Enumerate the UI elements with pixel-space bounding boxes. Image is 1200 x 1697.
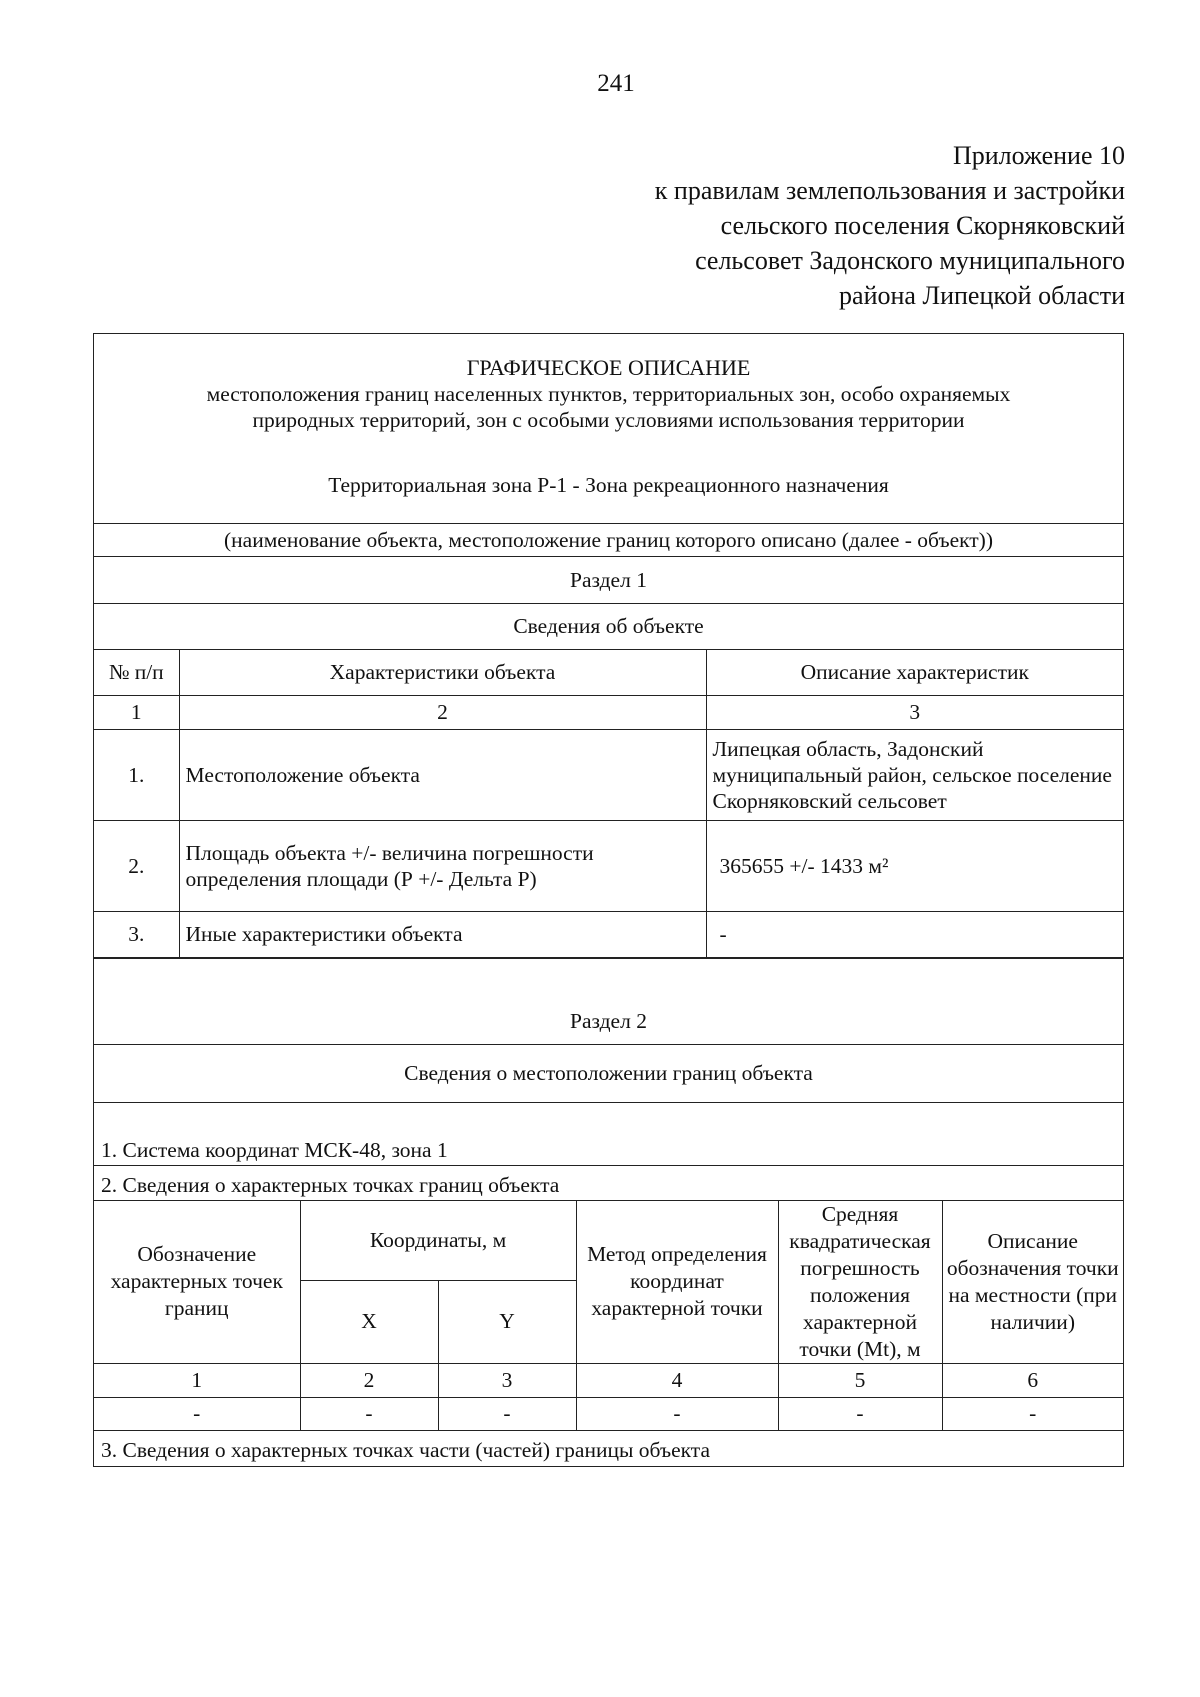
- column-header: Описание обозначения точки на местности (при наличии): [942, 1201, 1123, 1364]
- column-number: 1: [94, 695, 179, 729]
- section2-subtitle: Сведения о местоположении границ объекта: [94, 1045, 1123, 1103]
- column-number: 2: [300, 1363, 438, 1397]
- object-info-table: [94, 650, 1123, 958]
- row-number: 2.: [94, 820, 179, 911]
- table-cell: -: [300, 1397, 438, 1430]
- characteristic-name: Местоположение объекта: [179, 729, 706, 820]
- column-header: Описание характеристик: [706, 650, 1123, 695]
- parts-heading: 3. Сведения о характерных точках части (частей) границы объекта: [101, 1438, 710, 1462]
- column-number: 2: [179, 695, 706, 729]
- characteristic-name: Площадь объекта +/- величина погрешности определения площади (Р +/- Дельта Р): [179, 820, 706, 911]
- points-heading: 2. Сведения о характерных точках границ объекта: [94, 1166, 1123, 1201]
- points-table-wrap: [94, 1201, 1123, 1432]
- appendix-line: района Липецкой области: [839, 281, 1125, 310]
- table-cell: -: [942, 1397, 1123, 1430]
- section1-title: Раздел 1: [94, 557, 1123, 604]
- object-caption: (наименование объекта, местоположение границ которого описано (далее - объект)): [94, 524, 1123, 557]
- table-cell: -: [778, 1397, 942, 1430]
- column-header: Характеристики объекта: [179, 650, 706, 695]
- object-info-table-wrap: [94, 650, 1123, 959]
- column-number: 1: [94, 1363, 300, 1397]
- column-number: 5: [778, 1363, 942, 1397]
- appendix-header: [655, 138, 1125, 313]
- column-number-row: [94, 1363, 1123, 1397]
- column-number: 4: [576, 1363, 778, 1397]
- row-number: 3.: [94, 911, 179, 957]
- form-subtitle-line2: природных территорий, зон с особыми условиями использования территории: [252, 408, 965, 432]
- characteristic-value: Липецкая область, Задонский муниципальный район, сельское поселение Скорняковский сельсовет: [706, 729, 1123, 820]
- appendix-line: Приложение 10: [952, 141, 1125, 170]
- form-title: ГРАФИЧЕСКОЕ ОПИСАНИЕ: [466, 355, 751, 380]
- table-header-row: [94, 650, 1123, 695]
- section1-subtitle: Сведения об объекте: [94, 604, 1123, 650]
- coordinate-system: 1. Система координат МСК-48, зона 1: [94, 1103, 1123, 1166]
- column-header-x: X: [300, 1281, 438, 1363]
- table-cell: -: [94, 1397, 300, 1430]
- column-number: 3: [438, 1363, 576, 1397]
- section2-title: Раздел 2: [94, 959, 1123, 1045]
- column-number: 3: [706, 695, 1123, 729]
- column-header: № п/п: [94, 650, 179, 695]
- appendix-line: сельского поселения Скорняковский: [720, 211, 1125, 240]
- characteristic-name: Иные характеристики объекта: [179, 911, 706, 957]
- appendix-line: к правилам землепользования и застройки: [654, 176, 1125, 205]
- table-row: [94, 820, 1123, 911]
- column-header-y: Y: [438, 1281, 576, 1363]
- column-header: Координаты, м: [300, 1201, 576, 1281]
- description-form: [93, 333, 1124, 1467]
- points-table: [94, 1201, 1123, 1431]
- title-block: [94, 334, 1123, 524]
- table-header-row: [94, 1201, 1123, 1281]
- table-cell: -: [576, 1397, 778, 1430]
- table-row: [94, 729, 1123, 820]
- column-header: Обозначение характерных точек границ: [94, 1201, 300, 1364]
- table-cell: -: [438, 1397, 576, 1430]
- column-header: Метод определения координат характерной точки: [576, 1201, 778, 1364]
- characteristic-value: 365655 +/- 1433 м²: [706, 820, 1123, 911]
- column-number: 6: [942, 1363, 1123, 1397]
- table-row: [94, 911, 1123, 957]
- appendix-line: сельсовет Задонского муниципального: [695, 246, 1125, 275]
- zone-name: Территориальная зона Р-1 - Зона рекреационного назначения: [328, 473, 889, 497]
- form-subtitle-line1: местоположения границ населенных пунктов, территориальных зон, особо охраняемых: [206, 382, 1011, 406]
- row-number: 1.: [94, 729, 179, 820]
- characteristic-value: -: [706, 911, 1123, 957]
- table-row: [94, 1397, 1123, 1430]
- column-header: Средняя квадратическая погрешность положения характерной точки (Mt), м: [778, 1201, 942, 1364]
- page-number: 241: [597, 70, 635, 97]
- column-number-row: [94, 695, 1123, 729]
